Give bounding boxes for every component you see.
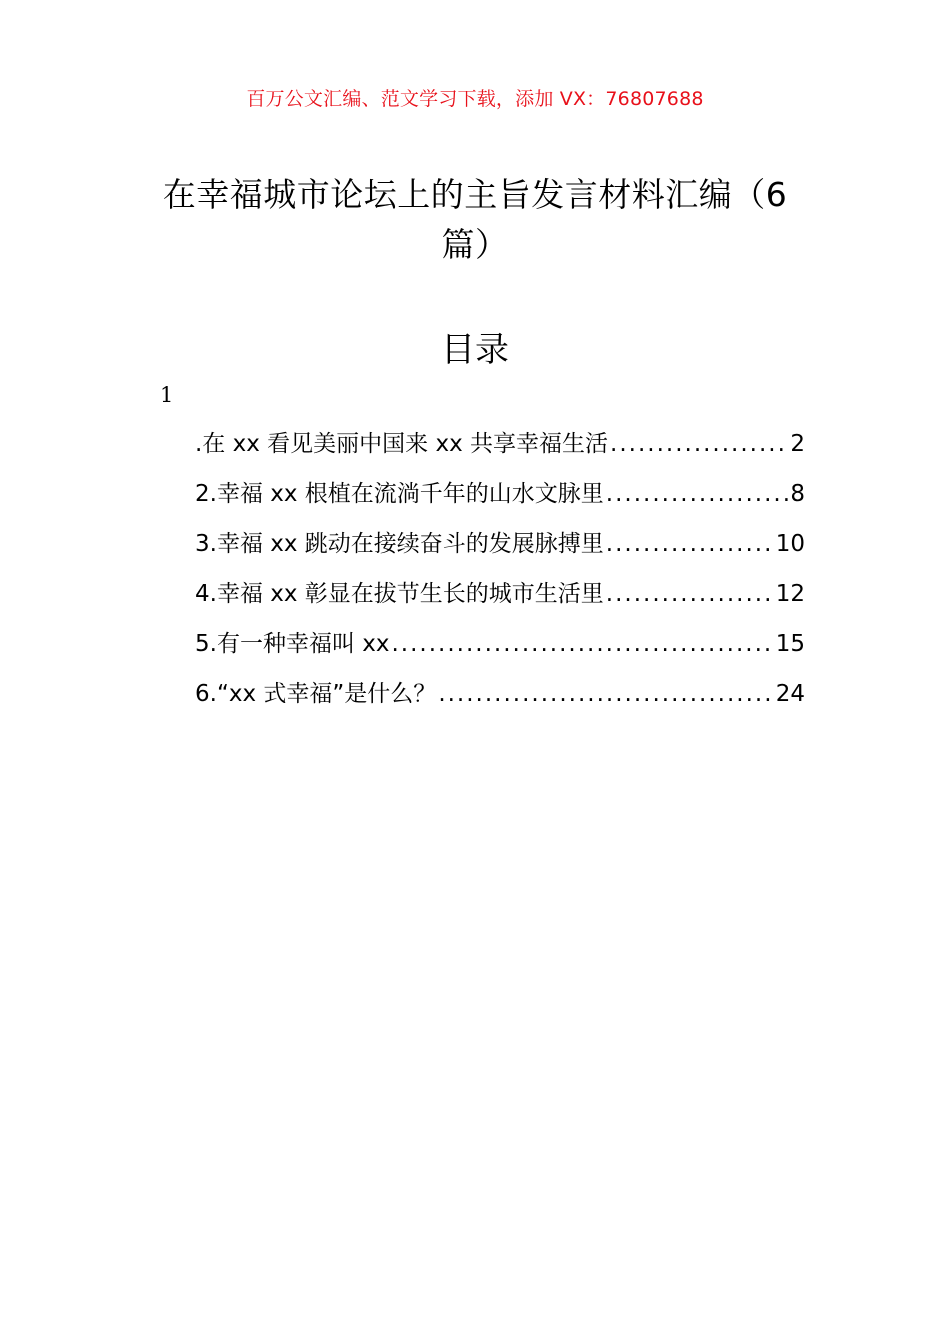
toc-dot-leader [391,621,773,667]
toc-heading: 目录 [441,330,509,370]
toc-dot-leader [606,571,774,617]
toc-entry-page: 24 [775,681,805,707]
header-note: 百万公文汇编、范文学习下载，添加 VX：76807688 [246,88,704,110]
toc-entry[interactable] [195,421,805,471]
toc-entry-page: 15 [775,631,805,657]
table-of-contents [195,421,805,721]
toc-entry[interactable] [195,521,805,571]
toc-entry[interactable] [195,571,805,621]
toc-entry-title: 5.有一种幸福叫 xx [195,631,390,657]
toc-entry[interactable] [195,671,805,721]
toc-dot-leader [606,471,789,517]
toc-entry-page: 12 [775,581,805,607]
toc-entry-page: 2 [790,431,805,457]
toc-dot-leader [610,421,788,467]
toc-entry[interactable] [195,471,805,521]
toc-entry-title: 2.幸福 xx 根植在流淌千年的山水文脉里 [195,481,604,507]
toc-entry-page: 10 [775,531,805,557]
page-marker: 1 [160,383,174,407]
toc-entry-title: 6.“xx 式幸福”是什么？ [195,681,437,707]
toc-dot-leader [606,521,774,567]
toc-entry-page: 8 [790,481,805,507]
toc-entry-title: 4.幸福 xx 彰显在拔节生长的城市生活里 [195,581,604,607]
toc-dot-leader [438,671,773,717]
toc-entry-title: 3.幸福 xx 跳动在接续奋斗的发展脉搏里 [195,531,604,557]
toc-entry[interactable] [195,621,805,671]
toc-entry-title: .在 xx 看见美丽中国来 xx 共享幸福生活 [195,431,609,457]
document-title: 在幸福城市论坛上的主旨发言材料汇编（6篇） [162,175,788,264]
